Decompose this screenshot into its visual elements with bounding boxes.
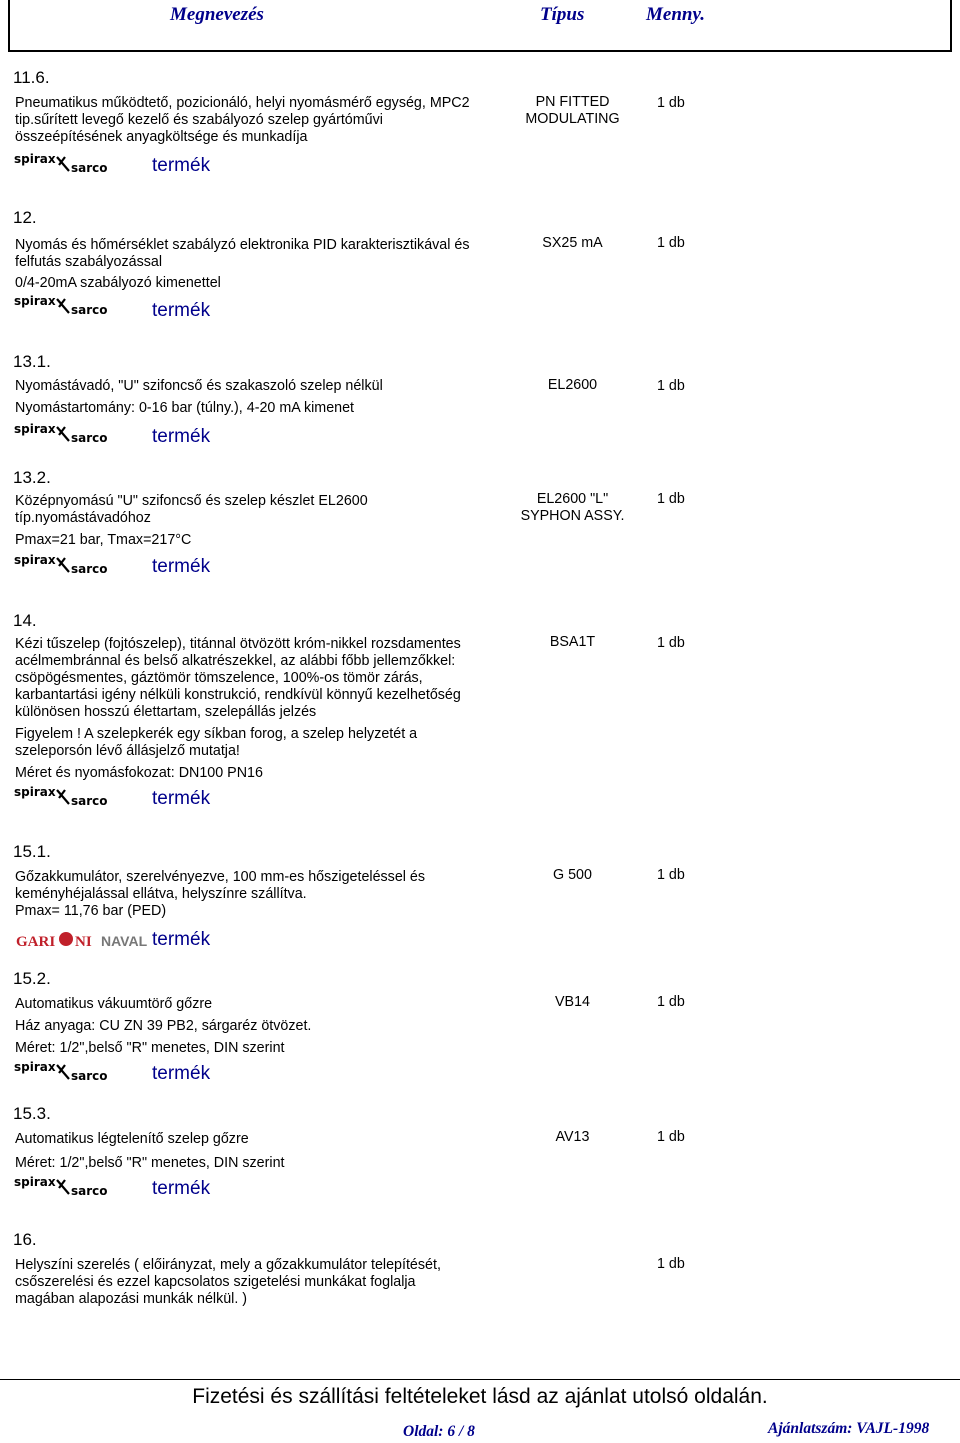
item-description-line: Nyomástartomány: 0-16 bar (túlny.), 4-20 mA kimenet xyxy=(15,400,355,416)
item-description-line: szeleporsón lévő állásjelző mutatja! xyxy=(15,743,240,759)
header-type-column: Típus xyxy=(540,4,585,25)
offer-number: Ajánlatszám: VAJL-1998 xyxy=(768,1420,930,1437)
item-description-line: Középnyomású "U" szifoncső és szelep készlet EL2600 xyxy=(15,493,368,509)
item-description-line: Nyomás és hőmérséklet szabályzó elektronika PID karakterisztikával és xyxy=(15,237,470,253)
item-number: 13.2. xyxy=(13,468,51,487)
item-description-line: Pmax=21 bar, Tmax=217°C xyxy=(15,532,192,548)
item-type-line: G 500 xyxy=(553,867,592,883)
item-quantity: 1 db xyxy=(657,867,685,883)
svg-text:spirax: spirax xyxy=(14,295,56,308)
item-description-line: tip.sűrített levegő kezelő és szabályozó szelep gyártóművi xyxy=(15,112,383,128)
item-number: 15.2. xyxy=(13,969,51,988)
item-quantity: 1 db xyxy=(657,378,685,394)
footer-divider xyxy=(0,1379,960,1380)
item-description-line: Pmax= 11,76 bar (PED) xyxy=(15,903,167,919)
item-quantity: 1 db xyxy=(657,1129,685,1145)
table-header xyxy=(8,0,952,52)
item-number: 15.3. xyxy=(13,1104,51,1123)
brand-product-label: termék xyxy=(152,426,211,447)
svg-text:spirax: spirax xyxy=(14,786,56,799)
svg-text:spirax: spirax xyxy=(14,1176,56,1189)
spirax-sarco-logo xyxy=(13,423,128,445)
item-description-line: Gőzakkumulátor, szerelvényezve, 100 mm-es hőszigeteléssel és xyxy=(15,869,426,885)
brand-product-label: termék xyxy=(152,788,211,809)
item-description-line: acélmembránnal és belső alkatrészekkel, az alábbi főbb jellemzőkkel: xyxy=(15,653,456,669)
item-description-line: Ház anyaga: CU ZN 39 PB2, sárgaréz ötvözet. xyxy=(15,1018,312,1034)
page-number: Oldal: 6 / 8 xyxy=(403,1423,475,1440)
svg-text:sarco: sarco xyxy=(71,161,108,175)
svg-text:GARI: GARI xyxy=(16,934,56,950)
svg-text:NAVAL: NAVAL xyxy=(101,933,148,949)
item-type xyxy=(500,94,645,128)
item-number: 13.1. xyxy=(13,352,51,371)
item-number: 16. xyxy=(13,1230,37,1249)
svg-text:sarco: sarco xyxy=(71,1184,108,1198)
item-quantity: 1 db xyxy=(657,235,685,251)
svg-text:spirax: spirax xyxy=(14,554,56,567)
footer-terms-note: Fizetési és szállítási feltételeket lásd az ajánlat utolsó oldalán. xyxy=(192,1385,768,1408)
item-type xyxy=(500,235,645,252)
item-type-line: AV13 xyxy=(555,1129,590,1145)
item-quantity: 1 db xyxy=(657,491,685,507)
brand-product-label: termék xyxy=(152,1178,211,1199)
spirax-sarco-logo xyxy=(13,1176,128,1198)
item-type-line: EL2600 xyxy=(547,377,598,393)
brand-product-label: termék xyxy=(152,300,211,321)
brand-product-label: termék xyxy=(152,1063,211,1084)
item-description-line: típ.nyomástávadóhoz xyxy=(15,510,151,526)
item-type xyxy=(500,994,645,1011)
header-qty-column: Menny. xyxy=(646,4,705,25)
item-type xyxy=(500,377,645,394)
svg-text:sarco: sarco xyxy=(71,431,108,445)
item-type-line: EL2600 "L" xyxy=(536,491,609,507)
item-description-line: Automatikus légtelenítő szelep gőzre xyxy=(15,1131,249,1147)
brand-product-label: termék xyxy=(152,556,211,577)
item-description-line: Nyomástávadó, "U" szifoncső és szakaszoló szelep nélkül xyxy=(15,378,383,394)
item-description-line: 0/4-20mA szabályozó kimenettel xyxy=(15,275,221,291)
item-number: 15.1. xyxy=(13,842,51,861)
item-description-line: Kézi tűszelep (fojtószelep), titánnal ötvözött króm-nikkel rozsdamentes xyxy=(15,636,461,652)
svg-text:sarco: sarco xyxy=(71,1069,108,1083)
item-type xyxy=(500,634,645,651)
item-description-line: Automatikus vákuumtörő gőzre xyxy=(15,996,213,1012)
item-type-line: PN FITTED xyxy=(535,94,610,110)
item-description-line: különösen hosszú élettartam, szelepállás jelzés xyxy=(15,704,317,720)
item-description-line: Figyelem ! A szelepkerék egy síkban forog, a szelep helyzetét a xyxy=(15,726,418,742)
item-quantity: 1 db xyxy=(657,994,685,1010)
spirax-sarco-logo xyxy=(13,1061,128,1083)
item-type-line: VB14 xyxy=(555,994,590,1010)
item-description-line: felfutás szabályozással xyxy=(15,254,163,270)
item-description-line: összeépítésének anyagköltsége és munkadíja xyxy=(15,129,308,145)
svg-text:spirax: spirax xyxy=(14,423,56,436)
brand-product-label: termék xyxy=(152,929,211,950)
svg-text:sarco: sarco xyxy=(71,562,108,576)
item-quantity: 1 db xyxy=(657,1256,685,1272)
item-description-line: Méret: 1/2",belső "R" menetes, DIN szerint xyxy=(15,1155,285,1171)
item-type-line: SYPHON ASSY. xyxy=(520,508,625,524)
item-description-line: Méret és nyomásfokozat: DN100 PN16 xyxy=(15,765,263,781)
svg-text:sarco: sarco xyxy=(71,794,108,808)
item-description-line: magában alapozási munkák nélkül. ) xyxy=(15,1291,248,1307)
item-quantity: 1 db xyxy=(657,95,685,111)
spirax-sarco-logo xyxy=(13,153,128,175)
item-number: 14. xyxy=(13,611,37,630)
item-description-line: Pneumatikus működtető, pozicionáló, helyi nyomásmérő egység, MPC2 xyxy=(15,95,470,111)
item-description-line: Méret: 1/2",belső "R" menetes, DIN szerint xyxy=(15,1040,285,1056)
spirax-sarco-logo xyxy=(13,786,128,808)
header-name-column: Megnevezés xyxy=(170,4,264,25)
spirax-sarco-logo xyxy=(13,554,128,576)
svg-text:spirax: spirax xyxy=(14,1061,56,1074)
item-type xyxy=(500,491,645,525)
item-number: 11.6. xyxy=(13,68,50,87)
item-description-line: Helyszíni szerelés ( előirányzat, mely a gőzakkumulátor telepítését, xyxy=(15,1257,441,1273)
brand-product-label: termék xyxy=(152,155,211,176)
item-description-line: csőszerelési és ezzel kapcsolatos szigetelési munkákat foglalja xyxy=(15,1274,416,1290)
item-type xyxy=(500,1129,645,1146)
item-type-line: MODULATING xyxy=(525,111,620,127)
item-type xyxy=(500,867,645,884)
svg-text:NI: NI xyxy=(75,934,92,950)
item-number: 12. xyxy=(13,208,37,227)
item-description-line: keményhéjalással ellátva, helyszínre szállítva. xyxy=(15,886,307,902)
svg-text:spirax: spirax xyxy=(14,153,56,166)
item-description-line: karbantartási igény nélküli konstrukció, rendkívül könnyű kezelhetőség xyxy=(15,687,461,703)
item-description-line: csöpögésmentes, gáztömör tömszelence, 100%-os tömör zárás, xyxy=(15,670,423,686)
item-type-line: SX25 mA xyxy=(542,235,603,251)
spirax-sarco-logo xyxy=(13,295,128,317)
garioni-naval-logo xyxy=(15,928,150,950)
item-type-line: BSA1T xyxy=(549,634,596,650)
item-quantity: 1 db xyxy=(657,635,685,651)
svg-text:sarco: sarco xyxy=(71,303,108,317)
